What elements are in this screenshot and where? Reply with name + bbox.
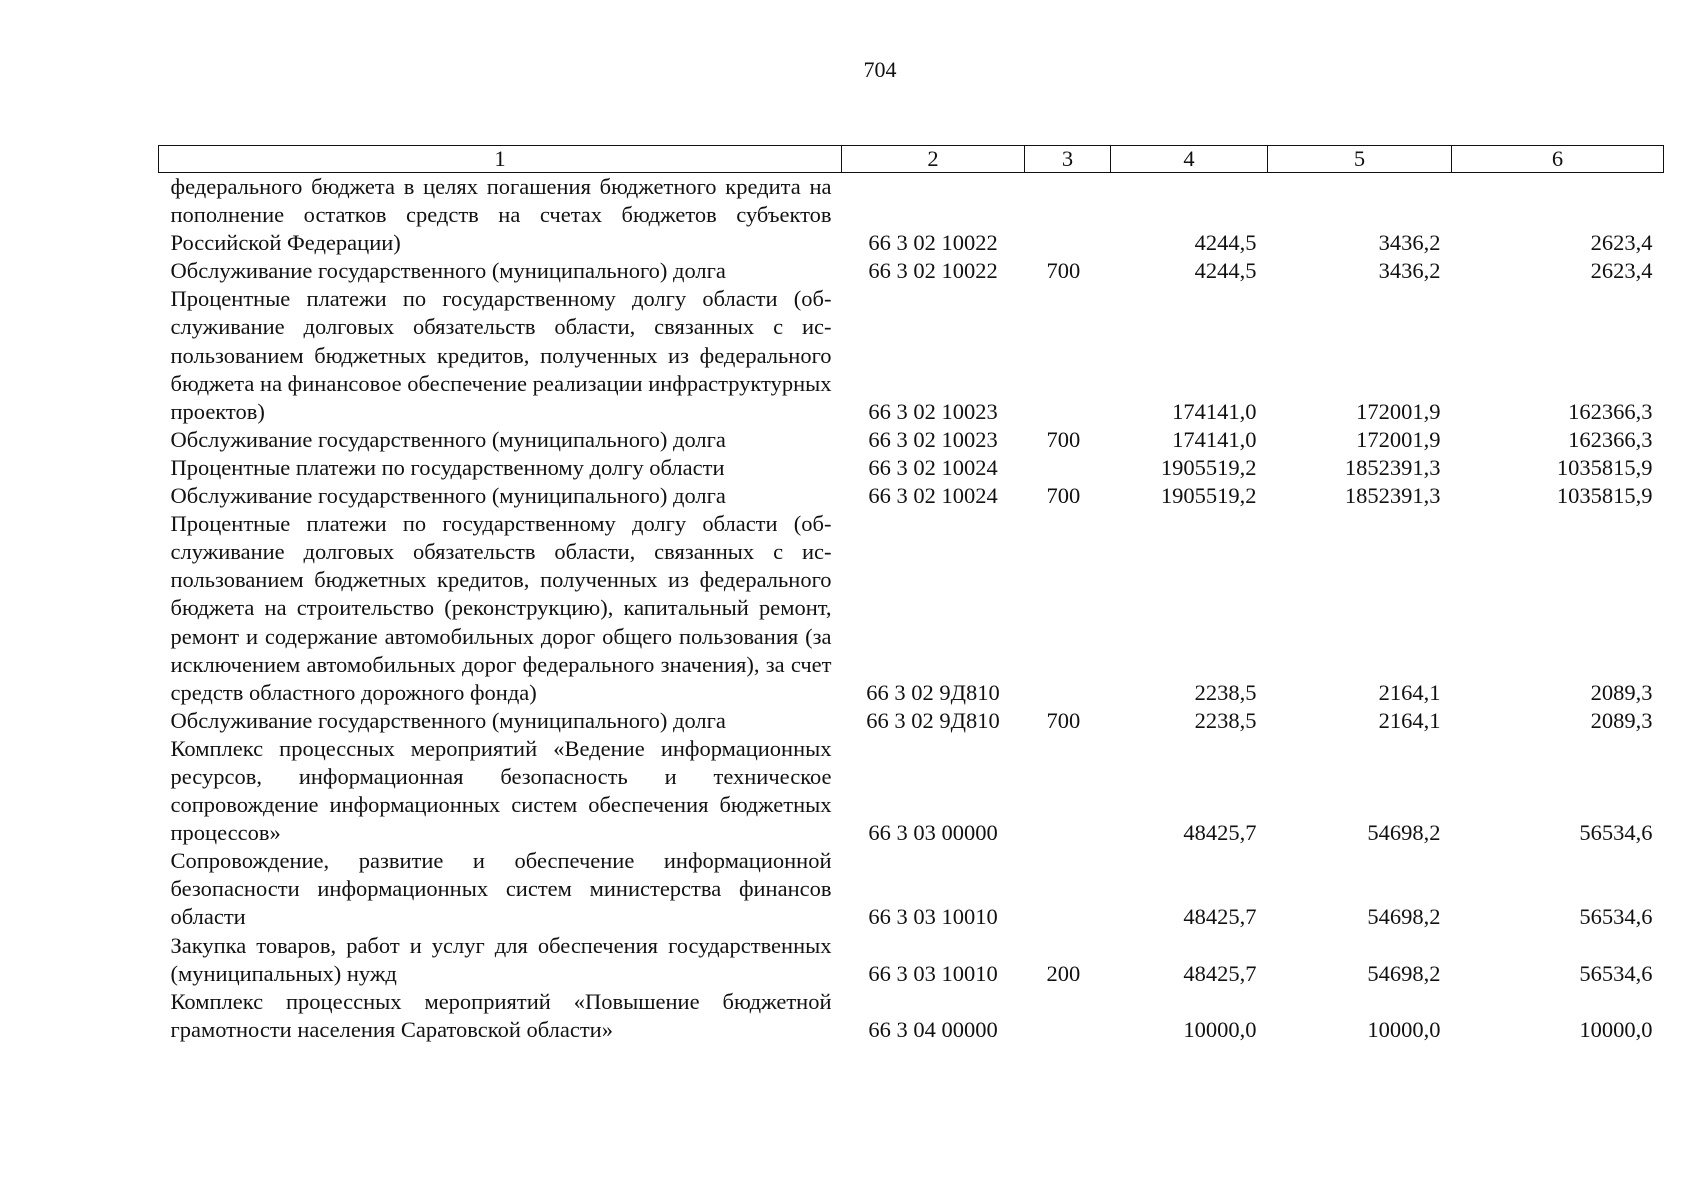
row-value-2: 2164,1 bbox=[1378, 707, 1441, 733]
row-value-2: 172001,9 bbox=[1356, 426, 1441, 452]
header-col-4: 4 bbox=[1111, 146, 1268, 173]
row-value-3: 56534,6 bbox=[1579, 960, 1653, 986]
header-col-2: 2 bbox=[842, 146, 1025, 173]
row-code: 66 3 02 10023 bbox=[868, 426, 998, 452]
table-row bbox=[159, 735, 1664, 847]
row-name: Обслуживание государственного (муниципального) долга bbox=[170, 707, 726, 733]
row-kvr bbox=[1025, 735, 1111, 847]
row-code: 66 3 02 10024 bbox=[868, 483, 998, 509]
page-number: 704 bbox=[863, 57, 897, 82]
budget-table bbox=[158, 145, 1664, 1044]
table-row bbox=[159, 932, 1664, 988]
row-value-1: 1905519,2 bbox=[1160, 454, 1257, 480]
table-row bbox=[159, 426, 1664, 454]
row-kvr: 700 bbox=[1046, 707, 1081, 733]
row-kvr bbox=[1025, 454, 1111, 482]
row-value-1: 48425,7 bbox=[1183, 960, 1257, 986]
row-value-1: 10000,0 bbox=[1183, 1016, 1257, 1042]
row-value-1: 174141,0 bbox=[1172, 426, 1257, 452]
row-code: 66 3 02 10024 bbox=[868, 454, 998, 480]
table-body bbox=[159, 173, 1664, 1044]
header-col-3: 3 bbox=[1025, 146, 1111, 173]
row-code: 66 3 04 00000 bbox=[868, 1016, 998, 1042]
row-value-1: 48425,7 bbox=[1183, 904, 1257, 930]
table-row bbox=[159, 707, 1664, 735]
row-kvr: 700 bbox=[1046, 426, 1081, 452]
row-name: Обслуживание государственного (муниципального) долга bbox=[170, 258, 726, 284]
row-value-2: 10000,0 bbox=[1367, 1016, 1441, 1042]
row-value-1: 2238,5 bbox=[1194, 679, 1257, 705]
row-code: 66 3 02 9Д810 bbox=[866, 679, 1000, 705]
row-value-3: 1035815,9 bbox=[1556, 483, 1653, 509]
table-row bbox=[159, 510, 1664, 707]
table-header bbox=[159, 146, 1664, 173]
row-value-2: 2164,1 bbox=[1378, 679, 1441, 705]
row-name: Процентные платежи по государственному долгу области (обслуживание долговых обязательств области, связанных с использованием бюджетных кредитов, полученных из федерального бюджета на строительство (реконструкцию), капитальный ремонт, ремонт и содержание автомобильных дорог общего пользования (за исключением автомобильных дорог федерального значения), за счет средств областного дорожного фонда) bbox=[170, 511, 832, 705]
row-value-3: 56534,6 bbox=[1579, 820, 1653, 846]
row-kvr bbox=[1025, 285, 1111, 425]
row-value-3: 2089,3 bbox=[1590, 707, 1653, 733]
row-name: Комплекс процессных мероприятий «Повышение бюджетной грамотности населения Саратовской области» bbox=[170, 988, 832, 1042]
table-row bbox=[159, 285, 1664, 425]
row-kvr: 200 bbox=[1046, 960, 1081, 986]
row-code: 66 3 03 10010 bbox=[868, 960, 998, 986]
row-value-2: 54698,2 bbox=[1367, 960, 1441, 986]
row-value-1: 48425,7 bbox=[1183, 820, 1257, 846]
row-value-1: 2238,5 bbox=[1194, 707, 1257, 733]
row-code: 66 3 03 10010 bbox=[868, 904, 998, 930]
row-name: Процентные платежи по государственному долгу области (обслуживание долговых обязательств области, связанных с использованием бюджетных кредитов, полученных из федерального бюджета на финансовое обеспечение реализации инфраструктурных проектов) bbox=[170, 286, 832, 424]
table-row bbox=[159, 847, 1664, 931]
row-value-2: 1852391,3 bbox=[1344, 483, 1441, 509]
header-col-5: 5 bbox=[1268, 146, 1452, 173]
row-value-2: 3436,2 bbox=[1378, 258, 1441, 284]
row-code: 66 3 02 10022 bbox=[868, 230, 998, 256]
row-kvr bbox=[1025, 510, 1111, 707]
table-row bbox=[159, 482, 1664, 510]
header-col-1: 1 bbox=[159, 146, 842, 173]
row-kvr: 700 bbox=[1046, 483, 1081, 509]
row-name: Обслуживание государственного (муниципального) долга bbox=[170, 483, 726, 509]
row-kvr bbox=[1025, 988, 1111, 1044]
row-name: федерального бюджета в целях погашения бюджетного кредита на пополнение остатков средств на счетах бюджетов субъектов Российской Федерации) bbox=[170, 174, 832, 256]
row-name: Процентные платежи по государственному долгу области bbox=[170, 454, 725, 480]
row-value-3: 1035815,9 bbox=[1556, 454, 1653, 480]
row-code: 66 3 02 9Д810 bbox=[866, 707, 1000, 733]
table-row bbox=[159, 454, 1664, 482]
row-value-2: 172001,9 bbox=[1356, 398, 1441, 424]
table-row bbox=[159, 988, 1664, 1044]
row-name: Закупка товаров, работ и услуг для обеспечения государственных (муниципальных) нужд bbox=[170, 932, 832, 986]
row-kvr: 700 bbox=[1046, 258, 1081, 284]
row-value-2: 1852391,3 bbox=[1344, 454, 1441, 480]
row-name: Обслуживание государственного (муниципального) долга bbox=[170, 426, 726, 452]
row-value-1: 4244,5 bbox=[1194, 258, 1257, 284]
row-code: 66 3 03 00000 bbox=[868, 820, 998, 846]
row-value-3: 56534,6 bbox=[1579, 904, 1653, 930]
row-code: 66 3 02 10022 bbox=[868, 258, 998, 284]
row-value-3: 162366,3 bbox=[1568, 398, 1653, 424]
row-name: Сопровождение, развитие и обеспечение информационной безопасности информационных систем министерства финансов области bbox=[170, 848, 832, 930]
header-row bbox=[159, 146, 1664, 173]
row-kvr bbox=[1025, 847, 1111, 931]
row-value-3: 10000,0 bbox=[1579, 1016, 1653, 1042]
row-name: Комплекс процессных мероприятий «Ведение информационных ресурсов, информационная безопасность и техническое сопровождение информационных систем обеспечения бюджетных процессов» bbox=[170, 735, 832, 846]
table-row bbox=[159, 173, 1664, 258]
row-value-3: 2089,3 bbox=[1590, 679, 1653, 705]
row-value-2: 54698,2 bbox=[1367, 904, 1441, 930]
row-value-2: 3436,2 bbox=[1378, 230, 1441, 256]
header-col-6: 6 bbox=[1452, 146, 1664, 173]
row-kvr bbox=[1025, 173, 1111, 258]
row-value-1: 174141,0 bbox=[1172, 398, 1257, 424]
row-value-3: 2623,4 bbox=[1590, 230, 1653, 256]
row-code: 66 3 02 10023 bbox=[868, 398, 998, 424]
row-value-1: 4244,5 bbox=[1194, 230, 1257, 256]
row-value-3: 162366,3 bbox=[1568, 426, 1653, 452]
row-value-2: 54698,2 bbox=[1367, 820, 1441, 846]
row-value-3: 2623,4 bbox=[1590, 258, 1653, 284]
table-row bbox=[159, 257, 1664, 285]
row-value-1: 1905519,2 bbox=[1160, 483, 1257, 509]
